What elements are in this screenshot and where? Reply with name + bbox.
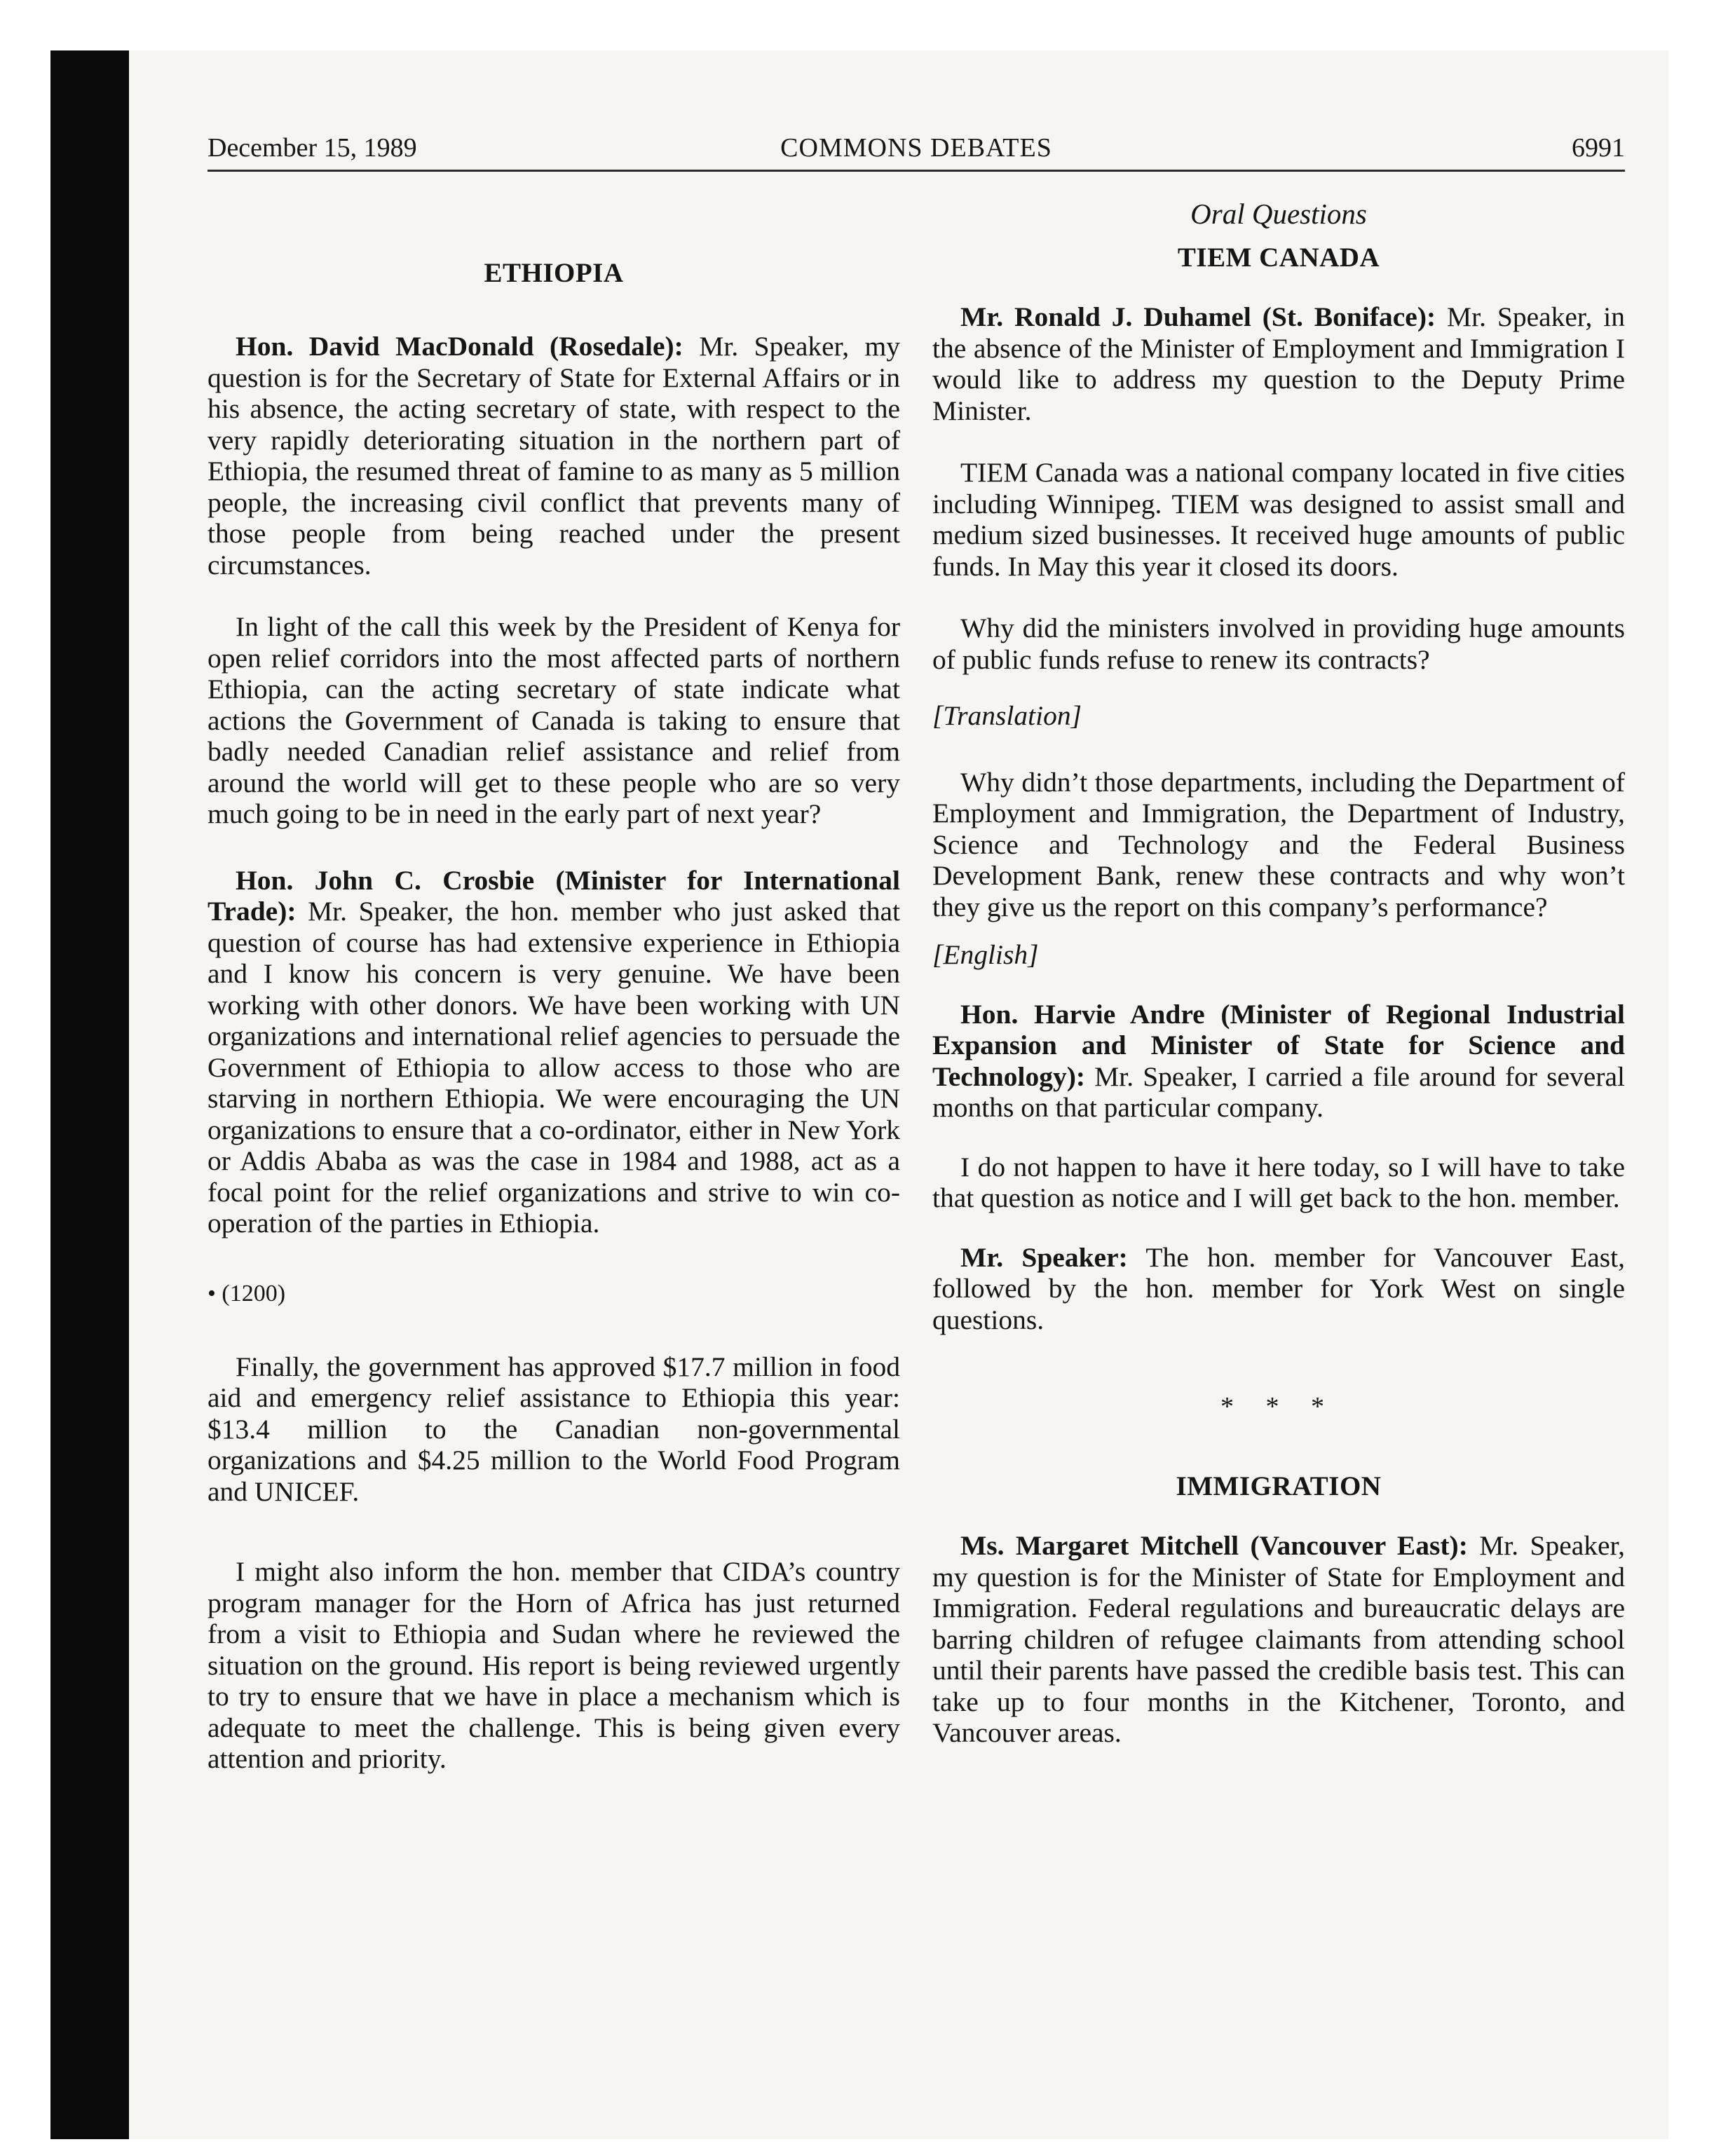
paragraph: I do not happen to have it here today, so I will have to take that question as notice and I will get back to the hon. member. <box>932 1151 1625 1213</box>
header-date: December 15, 1989 <box>207 133 417 163</box>
header-title: COMMONS DEBATES <box>780 133 1052 163</box>
paragraph <box>932 1530 1625 1749</box>
speech-text: Mr. Speaker, I carried a file around for several months on that particular company. <box>932 1060 1625 1123</box>
right-column <box>932 196 1625 1749</box>
speaker-name: Mr. Speaker: <box>960 1241 1128 1273</box>
section-heading-ethiopia: ETHIOPIA <box>484 258 624 288</box>
paragraph <box>207 865 900 1239</box>
left-column <box>207 196 900 1775</box>
language-tag-translation: [Translation] <box>932 700 1082 731</box>
section-heading-tiem-canada: TIEM CANADA <box>1177 243 1380 273</box>
speaker-name: Hon. Harvie Andre (Minister of Regional Industrial Expansion and Minister of State for Science and Technology): <box>932 998 1625 1092</box>
language-tag-english: [English] <box>932 939 1039 970</box>
paragraph <box>932 301 1625 426</box>
page-number: 6991 <box>1572 133 1625 163</box>
speaker-name: Hon. John C. Crosbie (Minister for International Trade): <box>207 864 900 927</box>
speaker-name: Mr. Ronald J. Duhamel (St. Boniface): <box>960 301 1436 332</box>
paragraph <box>932 1242 1625 1336</box>
section-heading-immigration: IMMIGRATION <box>1176 1471 1382 1501</box>
speech-text: The hon. member for Vancouver East, followed by the hon. member for York West on single questions. <box>932 1241 1625 1335</box>
running-header <box>207 126 1625 172</box>
time-marker: • (1200) <box>207 1280 286 1306</box>
paragraph <box>932 999 1625 1124</box>
paragraph: In light of the call this week by the President of Kenya for open relief corridors into the most affected parts of northern Ethiopia, can the acting secretary of state indicate what actions the Government of Canada is taking to ensure that badly needed Canadian relief assistance and relief from around the world will get to these people who are so very much going to be in need in the early part of next year? <box>207 611 900 829</box>
speech-text: Mr. Speaker, my question is for the Secretary of State for External Affairs or in his absence, the acting secretary of state, with respect to the very rapidly deteriorating situation in the northern part of Ethiopia, the resumed threat of famine to as many as 5 million people, the increasing civil conflict that prevents many of those people from being reached under the present circumstances. <box>207 331 900 580</box>
scan-edge <box>50 50 129 2139</box>
paragraph: Finally, the government has approved $17.7 million in food aid and emergency relief assistance to Ethiopia this year: $13.4 million to the Canadian non-governmental organizations and $4.25 million to the World Food Program and UNICEF. <box>207 1351 900 1507</box>
speech-text: Mr. Speaker, in the absence of the Minister of Employment and Immigration I would like to address my question to the Deputy Prime Minister. <box>932 301 1625 426</box>
paragraph: Why didn’t those departments, including the Department of Employment and Immigration, the Department of Industry, Science and Technology and the Federal Business Development Bank, renew these contracts and why won’t they give us the report on this company’s performance? <box>932 766 1625 922</box>
speaker-name: Ms. Margaret Mitchell (Vancouver East): <box>960 1530 1468 1561</box>
paragraph: I might also inform the hon. member that CIDA’s country program manager for the Horn of Africa has just returned from a visit to Ethiopia and Sudan where he reviewed the situation on the ground. His report is being reviewed urgently to try to ensure that we have in place a mechanism which is adequate to meet the challenge. This is being given every attention and priority. <box>207 1556 900 1774</box>
paragraph: TIEM Canada was a national company located in five cities including Winnipeg. TIEM was designed to assist small and medium sized businesses. It received huge amounts of public funds. In May this year it closed its doors. <box>932 457 1625 582</box>
paragraph: Why did the ministers involved in providing huge amounts of public funds refuse to renew its contracts? <box>932 613 1625 675</box>
section-separator: * * * <box>1220 1392 1337 1421</box>
section-kicker: Oral Questions <box>1190 198 1367 230</box>
speech-text: Mr. Speaker, the hon. member who just asked that question of course has had extensive experience in Ethiopia and I know his concern is very genuine. We have been working with other donors. We have been working with UN organizations and international relief agencies to persuade the Government of Ethiopia to allow access to those who are starving in northern Ethiopia. We were encouraging the UN organizations to ensure that a co-ordinator, either in New York or Addis Ababa as was the case in 1984 and 1988, act as a focal point for the relief organizations and strive to win co-operation of the parties in Ethiopia. <box>207 896 900 1239</box>
speech-text: Mr. Speaker, my question is for the Minister of State for Employment and Immigration. Federal regulations and bureaucratic delays are barring children of refugee claimants from attending school until their parents have passed the credible basis test. This can take up to four months in the Kitchener, Toronto, and Vancouver areas. <box>932 1530 1625 1748</box>
paragraph <box>207 331 900 580</box>
speaker-name: Hon. David MacDonald (Rosedale): <box>236 331 683 362</box>
